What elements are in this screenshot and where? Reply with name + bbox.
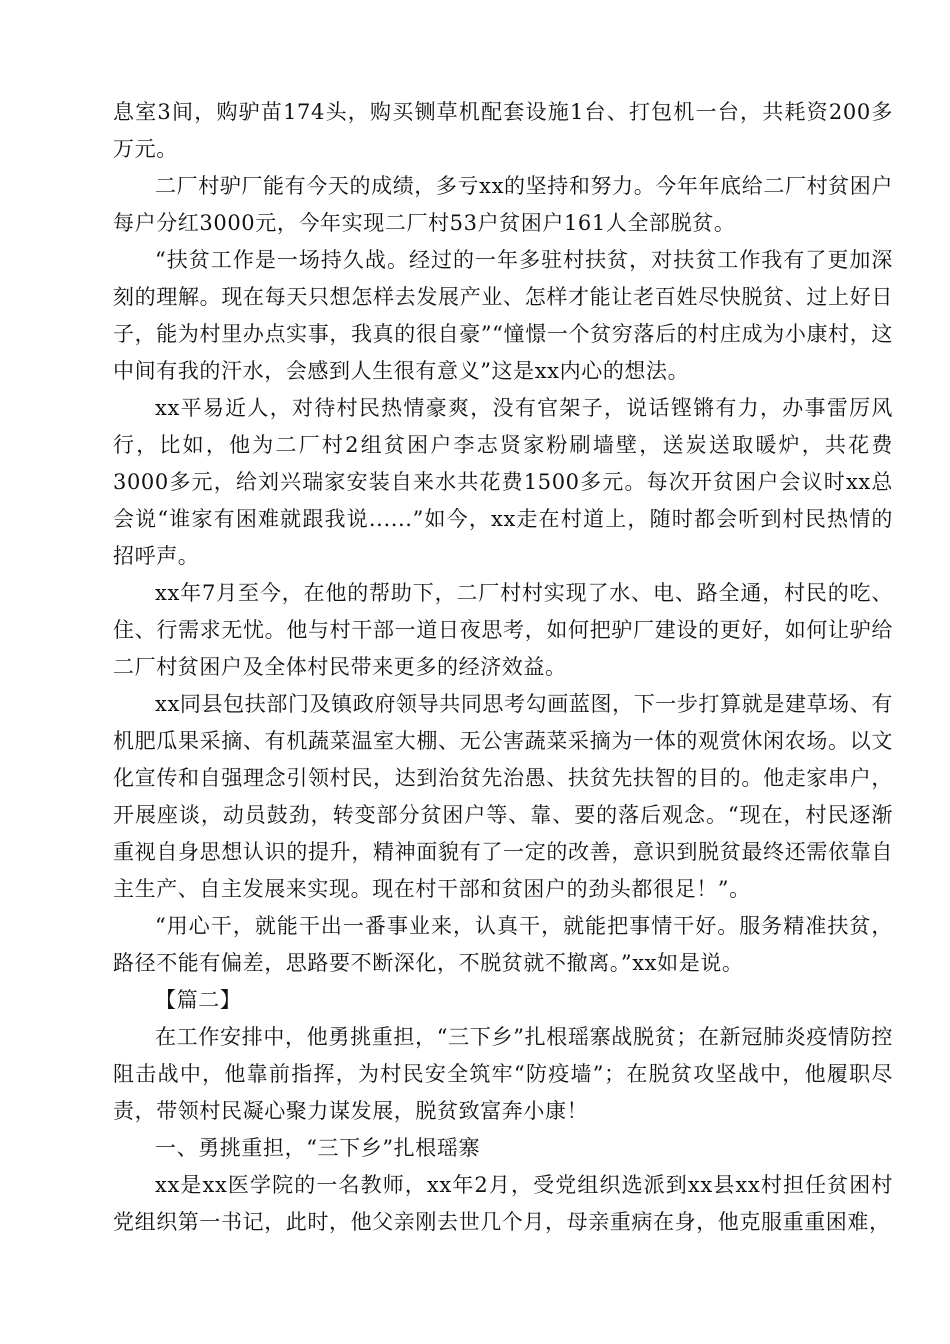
subheading-take-on-burden: 一、勇挑重担，“三下乡”扎根瑶寨 bbox=[155, 1136, 481, 1160]
paragraph-infrastructure: xx年7月至今，在他的帮助下，二厂村村实现了水、电、路全通，村民的吃、住、行需求无忧。他与村干部一道日夜思考，如何把驴厂建设的更好，如何让驴给二厂村贫困户及全体村民带来更多的经济效益。 bbox=[113, 581, 893, 679]
continuation-paragraph: 息室3间，购驴苗174头，购买铡草机配套设施1台、打包机一台，共耗资200多万元。 bbox=[113, 100, 893, 161]
paragraph-approachable: xx平易近人，对待村民热情豪爽，没有官架子，说话铿锵有力，办事雷厉风行，比如，他为二厂村2组贫困户李志贤家粉刷墙壁，送炭送取暖炉，共花费3000多元，给刘兴瑞家安装自来水共花费1500多元。每次开贫困户会议时xx总会说“谁家有困难就跟我说......”如今，xx走在村道上，随时都会听到村民热情的招呼声。 bbox=[113, 396, 893, 568]
paragraph-quote-persistence: “扶贫工作是一场持久战。经过的一年多驻村扶贫，对扶贫工作我有了更加深刻的理解。现在每天只想怎样去发展产业、怎样才能让老百姓尽快脱贫、过上好日子，能为村里办点实事，我真的很自豪”“憧憬一个贫穷落后的村庄成为小康村，这中间有我的汗水，会感到人生很有意义”这是xx内心的想法。 bbox=[113, 248, 893, 383]
paragraph-teacher-background: xx是xx医学院的一名教师，xx年2月，受党组织选派到xx县xx村担任贫困村党组织第一书记，此时，他父亲刚去世几个月，母亲重病在身，他克服重重困难， bbox=[113, 1173, 893, 1234]
paragraph-donkey-farm-results: 二厂村驴厂能有今天的成绩，多亏xx的坚持和努力。今年年底给二厂村贫困户每户分红3000元，今年实现二厂村53户贫困户161人全部脱贫。 bbox=[113, 174, 893, 235]
document-body bbox=[113, 94, 893, 1241]
paragraph-closing-quote: “用心干，就能干出一番事业来，认真干，就能把事情干好。服务精准扶贫，路径不能有偏差，思路要不断深化，不脱贫就不撤离。”xx如是说。 bbox=[113, 914, 893, 975]
section-heading-part-two: 【篇二】 bbox=[155, 988, 242, 1012]
paragraph-part-two-intro: 在工作安排中，他勇挑重担，“三下乡”扎根瑶寨战脱贫；在新冠肺炎疫情防控阻击战中，他靠前指挥，为村民安全筑牢“防疫墙”；在脱贫攻坚战中，他履职尽责，带领村民凝心聚力谋发展，脱贫致富奔小康！ bbox=[113, 1025, 893, 1123]
paragraph-blueprint: xx同县包扶部门及镇政府领导共同思考勾画蓝图，下一步打算就是建草场、有机肥瓜果采摘、有机蔬菜温室大棚、无公害蔬菜采摘为一体的观赏休闲农场。以文化宣传和自强理念引领村民，达到治贫先治愚、扶贫先扶智的目的。他走家串户，开展座谈，动员鼓劲，转变部分贫困户等、靠、要的落后观念。“现在，村民逐渐重视自身思想认识的提升，精神面貌有了一定的改善，意识到脱贫最终还需依靠自主生产、自主发展来实现。现在村干部和贫困户的劲头都很足！”。 bbox=[113, 692, 893, 901]
